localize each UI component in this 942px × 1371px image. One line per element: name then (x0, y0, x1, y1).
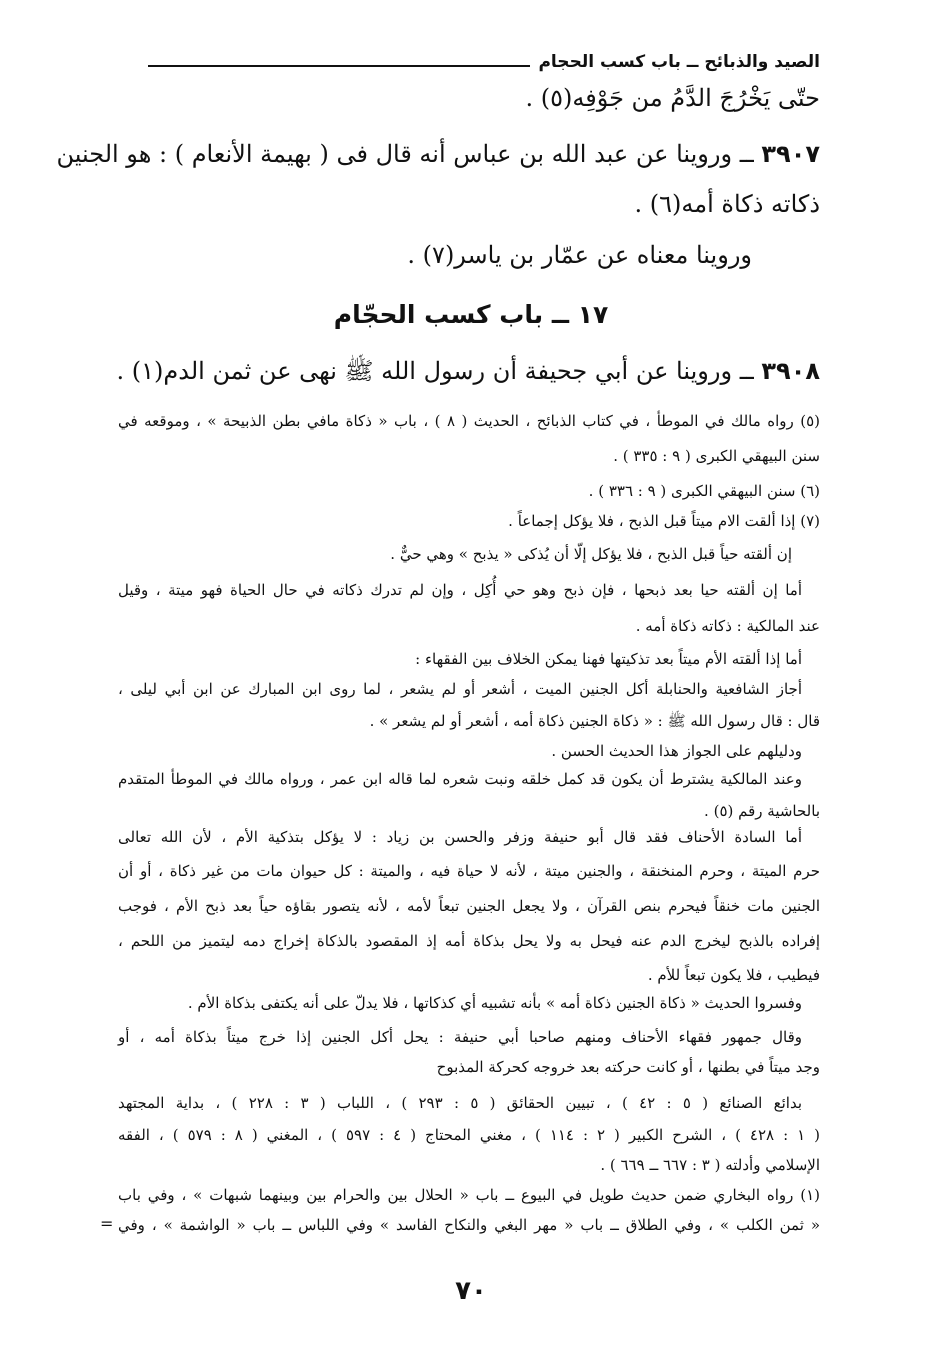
footnote-line: (٧) إذا ألقت الام ميتاً قبل الذبح ، فلا يؤكل إجماعاً . (508, 512, 820, 530)
footnote-line: إن ألقته حياً قبل الذبح ، فلا يؤكل إلّا أن يُذكى « يذبح » وهي حيٌّ . (390, 545, 792, 563)
footnote-line: أما إن ألقته حيا بعد ذبحها ، فإن ذبح وهو حي أُكِل ، وإن لم تدرك ذكاته في حال الحياة فهو ميتة ، وقيل (118, 581, 802, 599)
footnote-line: (١) رواه البخاري ضمن حديث طويل في البيوع ــ باب « الحلال بين والحرام بين وبينهما شبهات » ، وفي باب (118, 1186, 820, 1204)
footnote-line: أما إذا ألقته الأم ميتاً بعد تذكيتها فهنا يمكن الخلاف بين الفقهاء : (415, 650, 802, 668)
footnote-line: سنن البيهقي الكبرى ( ٩ : ٣٣٥ ) . (613, 447, 820, 465)
footnote-line: عند المالكية : ذكاته ذكاة أمه . (635, 617, 820, 635)
footnote-line: قال : قال رسول الله ﷺ : « ذكاة الجنين ذكاة أمه ، أشعر أو لم يشعر » . (369, 712, 820, 730)
hadith-number: ٣٩٠٨ (761, 357, 820, 385)
page-number: ٧٠ (455, 1276, 487, 1306)
footnote-line: الجنين مات خنقاً فيحرم بنص القرآن ، ولا يجعل الجنين تبعاً لأمه ، لأنه يتصور بقاؤه حياً بعد ذبح الأم ، فوجب (118, 897, 820, 915)
footnote-line: بدائع الصنائع ( ٥ : ٤٢ ) ، تبيين الحقائق ( ٥ : ٢٩٣ ) ، اللباب ( ٣ : ٢٢٨ ) ، بداية المجتهد (118, 1094, 803, 1112)
footnote-line: ( ١ : ٤٢٨ ) ، الشرح الكبير ( ٢ : ١١٤ ) ، مغني المحتاج ( ٤ : ٥٩٧ ) ، المغني ( ٨ : ٥٧٩ ) ، الفقه (118, 1126, 821, 1144)
chapter-heading: ١٧ ــ باب كسب الحجّام (333, 300, 609, 329)
footnote-line: إفراده بالذبح ليخرج الدم عنه فيحل به ولا يحل بذكاة أمه إذ المقصود بالذكاة إخراج دمه ليتميز من اللحم ، (118, 932, 820, 950)
footnote-line: وعند المالكية يشترط أن يكون قد كمل خلقه ونبت شعره لما قاله ابن عمر ، ورواه مالك في الموطأ المتقدم (118, 770, 802, 788)
footnote-line: وجد ميتاً في بطنها ، أو كانت حركته بعد خروجه كحركة المذبوح (436, 1058, 820, 1076)
footnote-line: أجاز الشافعية والحنابلة أكل الجنين الميت ، أشعر أو لم يشعر ، لما روى ابن المبارك عن ابن أبي ليلى ، (118, 680, 802, 698)
text-line: وروينا معناه عن عمّار بن ياسر(٧) . (407, 241, 752, 269)
text-line: حتّى يَخْرُجَ الدَّمُ من جَوْفِه(٥) . (525, 84, 820, 112)
hadith-text: ــ وروينا عن عبد الله بن عباس أنه قال فى ( بهيمة الأنعام ) : هو الجنين (56, 140, 754, 168)
footnote-line: أما السادة الأحناف فقد قال أبو حنيفة وزفر والحسن بن زياد : لا يؤكل بتذكية الأم ، لأن الله تعالى (118, 828, 802, 846)
hadith-text: ــ وروينا عن أبي جحيفة أن رسول الله ﷺ نهى عن ثمن الدم(١) . (116, 357, 754, 385)
continuation-mark: = (100, 1214, 114, 1233)
footnote-line: فيطيب ، فلا يكون تبعاً للأم . (647, 966, 820, 984)
footnote-line: وقال جمهور فقهاء الأحناف ومنهم صاحبا أبي حنيفة : يحل أكل الجنين إذا خرج ميتاً بذكاة أمه ، أو (118, 1028, 802, 1046)
footnote-line: الإسلامي وأدلته ( ٣ : ٦٦٧ ــ ٦٦٩ ) . (600, 1156, 820, 1174)
hadith-number: ٣٩٠٧ (761, 140, 820, 168)
footnote-line: (٦) سنن البيهقي الكبرى ( ٩ : ٣٣٦ ) . (588, 482, 820, 500)
hadith-3907 (56, 140, 820, 168)
footnote-line: ودليلهم على الجواز هذا الحديث الحسن . (551, 742, 802, 760)
header-rule (148, 65, 530, 67)
text-line: ذكاته ذكاة أمه(٦) . (634, 190, 820, 218)
footnote-line: (٥) رواه مالك في الموطأ ، في كتاب الذبائح ، الحديث ( ٨ ) ، باب « ذكاة مافي بطن الذبيحة » ، وموقعه في (118, 412, 820, 430)
hadith-3908 (117, 356, 820, 391)
footnote-line: حرم الميتة ، وحرم المنخنقة ، والجنين ميتة ، لأنه لا حياة فيه ، والميتة : كل حيوان مات من غير ذكاة ، أو أن (118, 862, 820, 880)
footnote-line: وفسروا الحديث « ذكاة الجنين ذكاة أمه » بأنه تشبيه أي كذكاتها ، فلا يدلّ على أنه يكتفى بذكاة الأم . (187, 994, 802, 1012)
running-header: الصيد والذبائح ــ باب كسب الحجام (538, 52, 820, 72)
footnote-line: « ثمن الكلب » ، وفي الطلاق ــ باب « مهر البغي والنكاح الفاسد » وفي اللباس ــ باب « الواشمة » ، وفي (118, 1216, 820, 1234)
footnote-line: بالحاشية رقم (٥) . (704, 802, 820, 820)
